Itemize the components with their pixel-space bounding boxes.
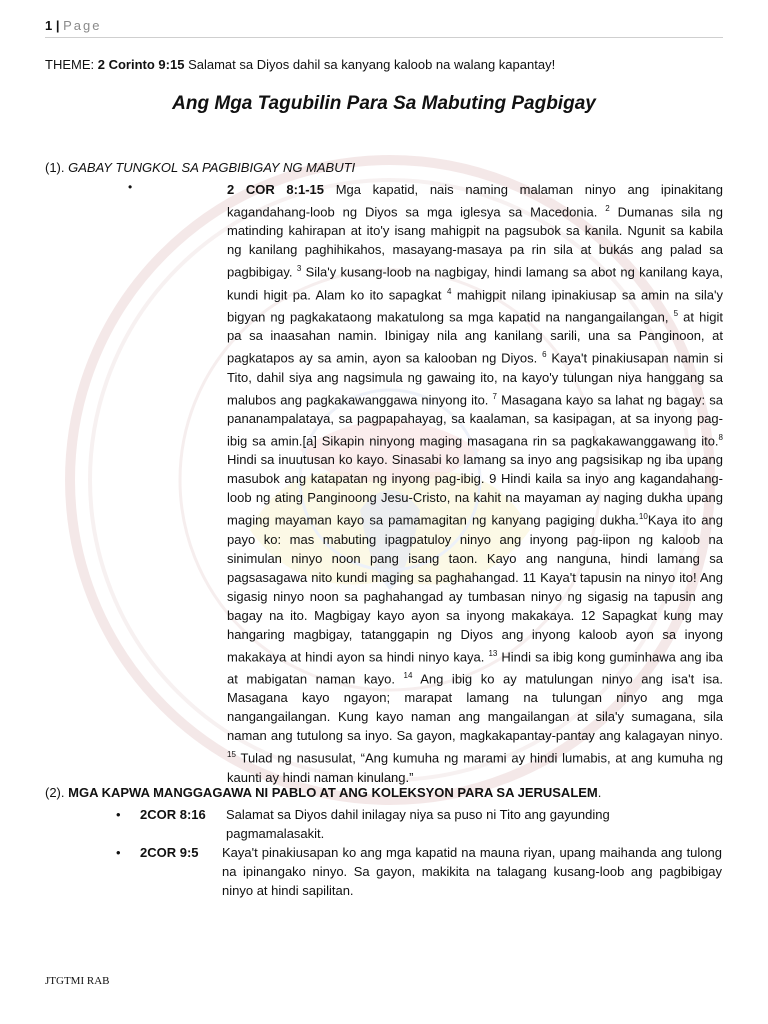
- verse-number: 6: [542, 350, 547, 360]
- section1-number: (1).: [45, 160, 65, 175]
- verse-1: Mga kapatid, nais naming malaman ninyo ang ipinakitang kagandahang-loob ng Diyos sa mga iglesya sa Macedonia.: [227, 182, 723, 220]
- verse-6: Kaya't pinakiusapan namin si Tito, dahil siya ang nagsimula ng gawaing ito, na kayo'y tulungan niya hanggang sa malubos ang pagkakawanggawa ninyong ito.: [227, 350, 723, 407]
- theme-text: Salamat sa Diyos dahil sa kanyang kaloob na walang kapantay!: [188, 57, 556, 72]
- verse-15: Tulad ng nasusulat, “Ang kumuha ng marami ay hindi lumabis, at ang kumuha ng kaunti ay hindi naman kinulang.”: [227, 750, 723, 785]
- verse-number: 10: [638, 512, 648, 522]
- section2-heading: [45, 785, 601, 800]
- list-item-reference: 2COR 9:5: [140, 845, 199, 860]
- page-label: Page: [63, 18, 102, 33]
- theme-line: [45, 57, 555, 72]
- section1-heading: [45, 160, 355, 175]
- document-title: Ang Mga Tagubilin Para Sa Mabuting Pagbigay: [172, 93, 596, 114]
- verse-3: Sila'y kusang-loob na nagbigay, hindi lamang sa abot ng kanilang kaya, kundi higit pa. Alam ko ito sapagkat: [227, 264, 723, 302]
- theme-label: THEME:: [45, 57, 95, 72]
- verse-13: Hindi sa ibig kong guminhawa ang iba at mabigatan naman kayo.: [227, 648, 723, 687]
- verse-number: 3: [296, 264, 302, 274]
- verse-number: 4: [446, 286, 452, 296]
- verse-7: Masagana kayo sa lahat ng bagay: sa pananampalataya, sa pagpapahayag, sa kaalaman, sa kasipagan, at sa inyong pag-ibig sa amin.[a] Sikapin ninyong maging masagana rin sa pagkakawanggawang ito.: [227, 391, 723, 449]
- verse-2: Dumanas sila ng matinding kahirapan at ito'y isang mahigpit na pagsubok sa kanila. Ngunit sa kabila ng kanilang paghihikahos, masayang-masaya pa rin sila at bukás ang palad sa pagbibigay.: [227, 204, 723, 280]
- section2-heading-text: MGA KAPWA MANGGAGAWA NI PABLO AT ANG KOLEKSYON PARA SA JERUSALEM: [68, 785, 598, 800]
- section1-bullet: •: [128, 180, 133, 194]
- verse-5: at higit pa sa inaasahan namin. Ibinigay nila ang kanilang sarili, una sa Panginoon, at pagkatapos ay sa amin, ayon sa kalooban ng Diyos.: [227, 309, 723, 366]
- page-number: 1: [45, 18, 53, 33]
- verse-number: 7: [492, 391, 497, 401]
- list-item-text: Kaya't pinakiusapan ko ang mga kapatid na mauna riyan, upang maihanda ang tulong na ipinangako ninyo. Sa gayon, makikita na talagang kusang-loob ang pagbibigay ninyo at hindi sapilitan.: [222, 845, 722, 898]
- verse-number: 8: [718, 432, 723, 442]
- section2-number: (2).: [45, 785, 65, 800]
- page-header: [45, 18, 723, 38]
- verse-14: Ang ibig ko ay matulungan ninyo ang isa't isa. Masagana kayo ngayon; marapat lamang na tulungan ninyo ang mga nangangailangan. Kung kayo naman ang mangailangan at sila'y sumagana, sila naman ang tutulong sa inyo. Sa gayon, magkakapantay-pantay ang kalagayan ninyo.: [227, 671, 724, 744]
- list-bullet: •: [116, 845, 121, 860]
- scripture-passage: [227, 180, 723, 787]
- verse-8-9: Hindi sa inuutusan ko kayo. Sinasabi ko lamang sa inyo ang pagsisikap ng iba upang masubok ang katapatan ng inyong pag-ibig. 9 Hindi kaila sa inyo ang kagandahang-loob ng ating Panginoong Jesu-Cristo, na kahit na mayaman ay naging dukha upang maging mayaman kayo sa pamamagitan ng kanyang pagiging dukha.: [227, 452, 723, 528]
- list-item-reference: 2COR 8:16: [140, 807, 206, 822]
- footer-text: JTGTMI RAB: [45, 975, 110, 987]
- verse-number: 2: [605, 204, 610, 213]
- verse-number: 15: [227, 750, 236, 760]
- passage-reference: 2 COR 8:1-15: [227, 182, 325, 197]
- verse-10-12: Kaya ito ang payo ko: mas mabuting ipagpatuloy ninyo ang inyong pag-iipon ng kaloob na sinimulan ninyo noon pang isang taon. Kayo ang nanguna, hindi lamang sa pagsasagawa nito kundi maging sa paghahangad. 11 Kaya't tapusin na ninyo ito! Ang sigasig ninyo noon sa paghahangad ay tumbasan ninyo ng sigasig na tapusin ang bagay na ito. Magbigay kayo ayon sa inyong makakaya. 12 Sapagkat kung may hangaring magbigay, tatanggapin ng Diyos ang inyong kaloob ayon sa inyong makakaya at hindi ayon sa hindi ninyo kaya.: [227, 512, 723, 664]
- section2-period: .: [597, 785, 602, 800]
- verse-number: 14: [403, 670, 413, 680]
- verse-number: 5: [673, 308, 679, 318]
- verse-number: 13: [488, 648, 498, 658]
- theme-reference: 2 Corinto 9:15: [97, 57, 185, 72]
- list-item-text: Salamat sa Diyos dahil inilagay niya sa puso ni Tito ang gayunding pagmamalasakit.: [226, 807, 610, 841]
- section1-heading-text: GABAY TUNGKOL SA PAGBIBIGAY NG MABUTI: [68, 160, 356, 175]
- verse-4: mahigpit nilang ipinakiusap sa amin na sila'y bigyan ng pagkakataong makatulong sa mga kapatid na nangangailangan,: [227, 286, 723, 325]
- page-separator: |: [55, 18, 60, 33]
- list-bullet: •: [116, 807, 121, 822]
